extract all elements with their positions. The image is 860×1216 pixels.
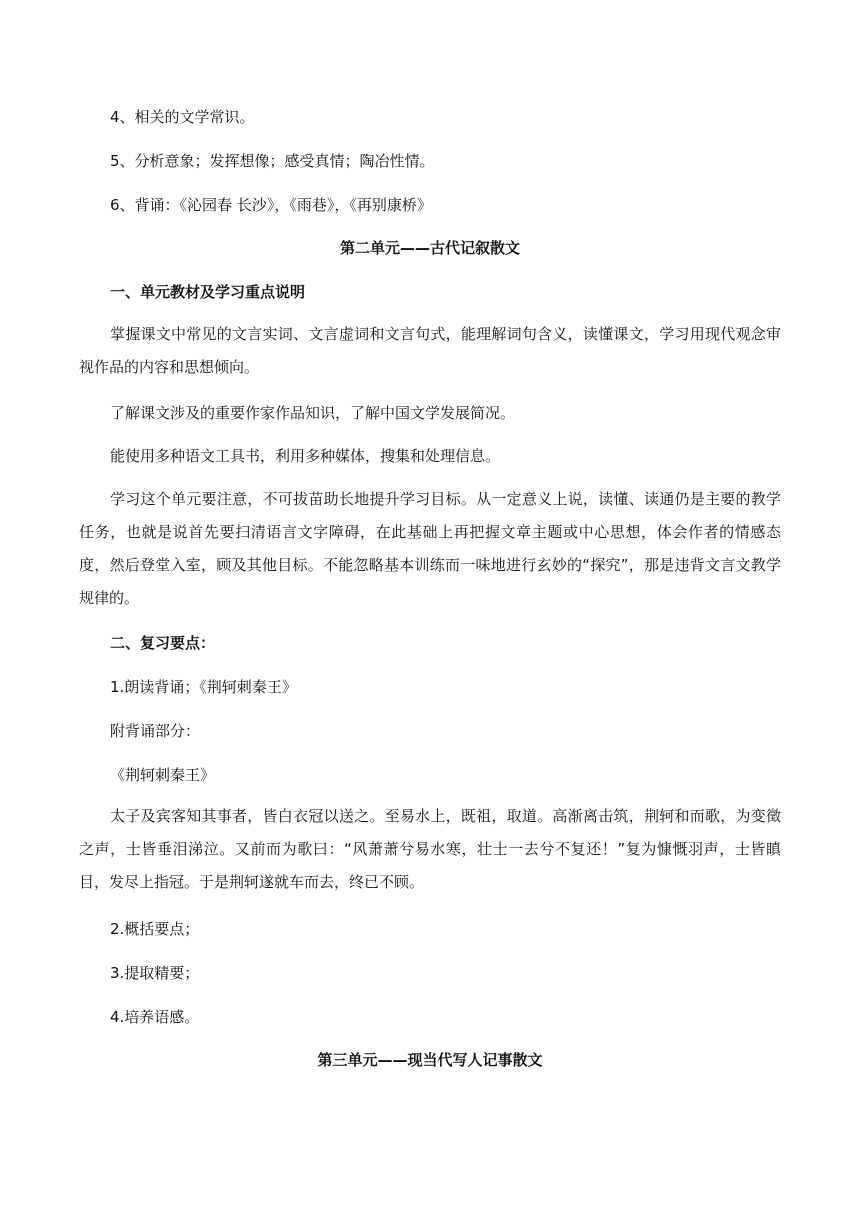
excerpt-body: 太子及宾客知其事者，皆白衣冠以送之。至易水上，既祖，取道。高渐离击筑，荆轲和而歌，为变徵之声，士皆垂泪涕泣。又前而为歌曰：“风萧萧兮易水寒，壮士一去兮不复还！”复为慷慨羽声，士皆瞋目，发尽上指冠。于是荆轲遂就车而去，终已不顾。	[79, 807, 781, 891]
unit2-paragraph-2: 了解课文涉及的重要作家作品知识，了解中国文学发展简况。	[110, 404, 516, 422]
review-item-4: 4.培养语感。	[110, 1008, 200, 1026]
unit2-section2-heading: 二、复习要点：	[110, 634, 216, 652]
review-item-3: 3.提取精要；	[110, 964, 200, 982]
unit2-title: 第二单元——古代记叙散文	[339, 239, 520, 257]
excerpt-title: 《荆轲刺秦王》	[110, 766, 216, 784]
list-item-4: 4、相关的文学常识。	[110, 108, 255, 126]
review-item-2: 2.概括要点；	[110, 920, 200, 938]
unit2-paragraph-3: 能使用多种语文工具书，利用多种媒体，搜集和处理信息。	[110, 447, 501, 465]
unit2-paragraph-4: 学习这个单元要注意，不可拔苗助长地提升学习目标。从一定意义上说，读懂、读通仍是主要的教学任务，也就是说首先要扫清语言文字障碍，在此基础上再把握文章主题或中心思想，体会作者的情感态度，然后登堂入室，顾及其他目标。不能忽略基本训练而一味地进行玄妙的“探究”，那是违背文言文教学规律的。	[79, 490, 781, 607]
list-item-6: 6、背诵：《沁园春 长沙》，《雨巷》，《再别康桥》	[110, 196, 432, 214]
unit3-title: 第三单元——现当代写人记事散文	[317, 1051, 543, 1069]
list-item-5: 5、分析意象；发挥想像；感受真情；陶冶性情。	[110, 152, 435, 170]
unit2-section1-heading: 一、单元教材及学习重点说明	[110, 283, 306, 301]
unit2-paragraph-1: 掌握课文中常见的文言实词、文言虚词和文言句式，能理解词句含义，读懂课文，学习用现代观念审视作品的内容和思想倾向。	[79, 325, 781, 376]
review-item-1: 1.朗读背诵；《荆轲刺秦王》	[110, 678, 297, 696]
appendix-label: 附背诵部分：	[110, 722, 201, 740]
